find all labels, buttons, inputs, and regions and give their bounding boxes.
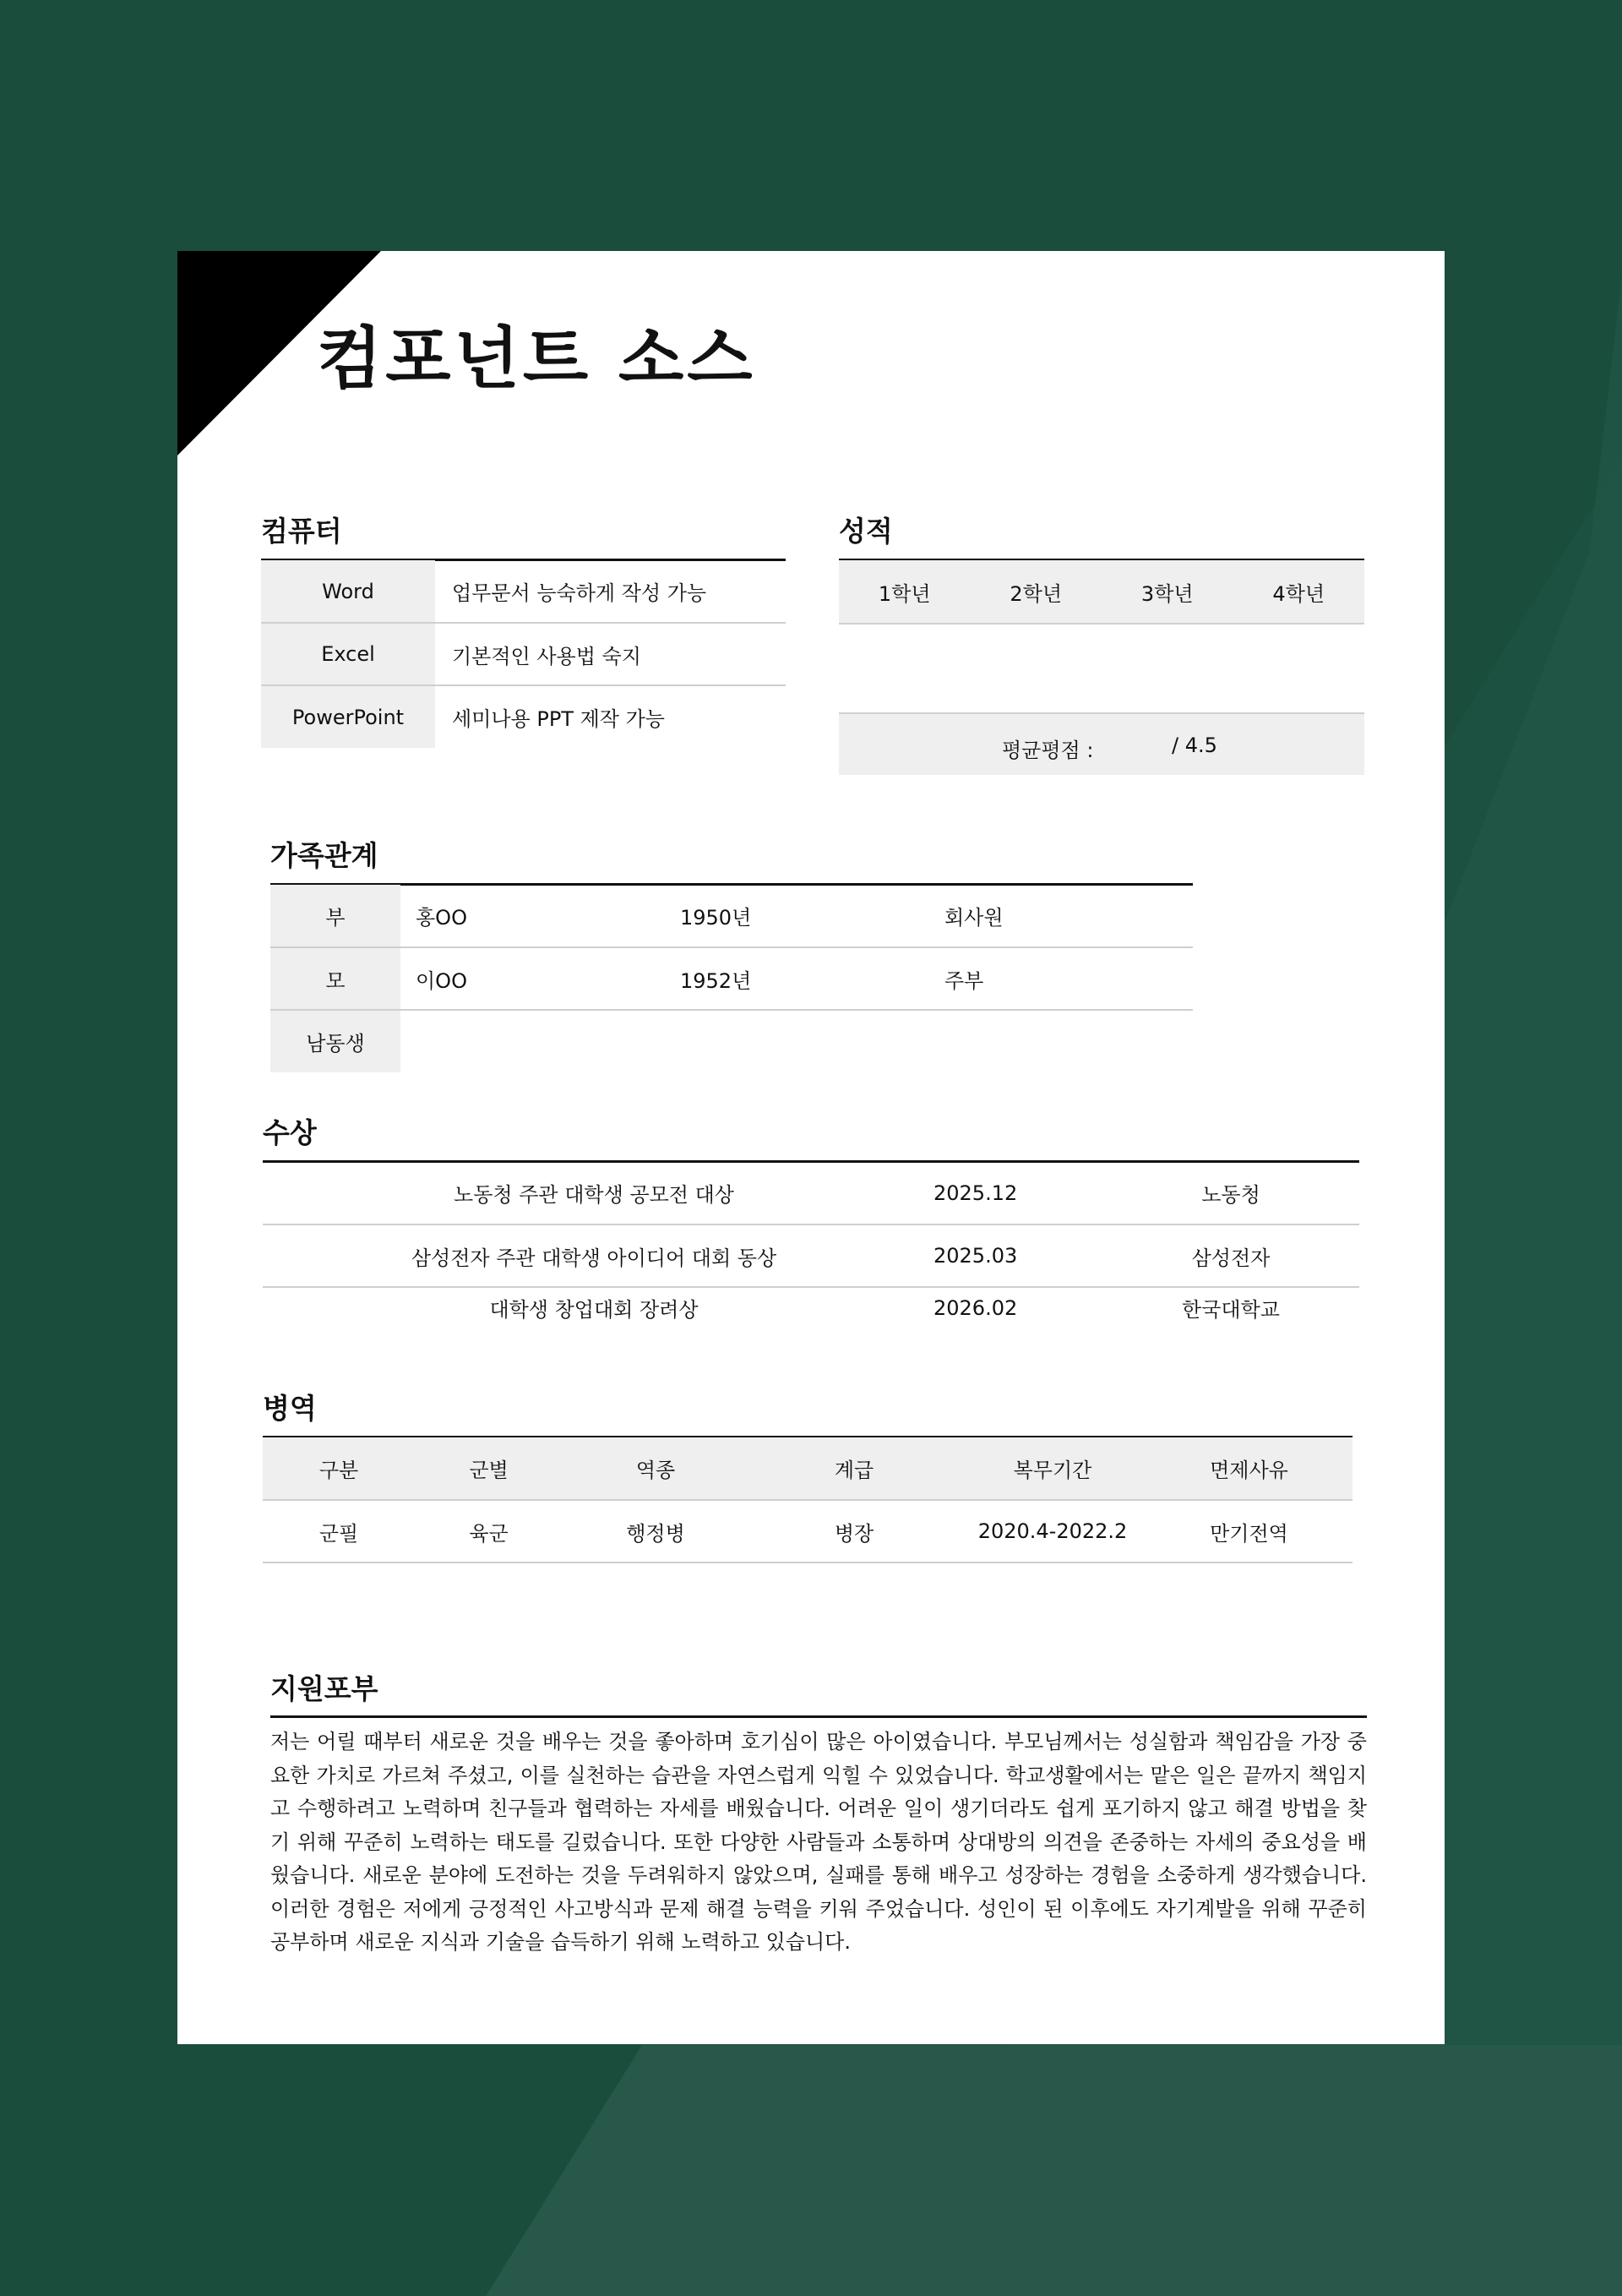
family-job <box>944 1010 1193 1072</box>
military-heading: 병역 <box>263 1392 317 1425</box>
table-row <box>263 1287 1359 1328</box>
table-row <box>270 947 1193 1010</box>
awards-table <box>263 1162 1359 1328</box>
table-row <box>261 560 786 623</box>
grade-average-row <box>839 714 1364 775</box>
family-birth-year: 1952년 <box>680 947 944 1010</box>
award-date: 2025.12 <box>925 1162 1102 1224</box>
grades-table <box>839 560 1364 624</box>
grade-year: 2학년 <box>971 560 1102 624</box>
family-table <box>270 885 1193 1072</box>
award-date: 2026.02 <box>933 1295 1018 1320</box>
essay-text: 저는 어릴 때부터 새로운 것을 배우는 것을 좋아하며 호기심이 많은 아이였습니다. 부모님께서는 성실함과 책임감을 가장 중요한 가치로 가르쳐 주셨고, 이를 실천하는 습관을 자연스럽게 익힐 수 있었습니다. 학교생활에서는 맡은 일은 끝까지 책임지고 수행하려고 노력하며 친구들과 협력하는 자세를 배웠습니다. 어려운 일이 생기더라도 쉽게 포기하지 않고 해결 방법을 찾기 위해 꾸준히 노력하는 태도를 길렀습니다. 또한 다양한 사람들과 소통하며 상대방의 의견을 존중하는 자세의 중요성을 배웠습니다. 새로운 분야에 도전하는 것을 두려워하지 않았으며, 실패를 통해 배우고 성장하는 경험을 소중하게 생각했습니다. 이러한 경험은 저에게 긍정적인 사고방식과 문제 해결 능력을 키워 주었습니다. 성인이 된 이후에도 자기계발을 위해 꾸준히 공부하며 새로운 지식과 기술을 습득하기 위해 노력하고 있습니다. <box>270 1730 1367 1954</box>
family-relation: 부 <box>270 885 400 947</box>
table-row <box>839 560 1364 624</box>
grade-values-area <box>839 624 1364 714</box>
skill-name: PowerPoint <box>261 685 435 748</box>
skill-desc: 세미나용 PPT 제작 가능 <box>452 707 665 731</box>
family-heading: 가족관계 <box>270 839 378 872</box>
column-header: 군별 <box>415 1437 563 1500</box>
table-header-row <box>263 1437 1353 1500</box>
grades-heading: 성적 <box>839 515 893 548</box>
award-organizer: 삼성전자 <box>1102 1224 1359 1287</box>
grade-average-value: / 4.5 <box>1172 734 1217 757</box>
skill-desc: 기본적인 사용법 숙지 <box>435 623 786 685</box>
grade-year: 4학년 <box>1233 560 1365 624</box>
award-name: 삼성전자 주관 대학생 아이디어 대회 동상 <box>263 1224 925 1287</box>
grade-year: 1학년 <box>839 560 971 624</box>
table-row <box>270 1010 1193 1072</box>
essay-heading: 지원포부 <box>270 1672 378 1705</box>
family-job: 주부 <box>944 947 1193 1010</box>
family-birth-year: 1950년 <box>680 885 944 947</box>
family-name <box>400 1010 680 1072</box>
family-name: 홍OO <box>400 885 680 947</box>
table-row <box>263 1224 1359 1287</box>
table-row <box>261 623 786 685</box>
table-row <box>263 1162 1359 1224</box>
skill-name: Excel <box>261 623 435 685</box>
resume-page <box>177 251 1445 2044</box>
grade-year: 3학년 <box>1102 560 1233 624</box>
column-header: 면제사유 <box>1146 1437 1353 1500</box>
family-name: 이OO <box>400 947 680 1010</box>
family-job: 회사원 <box>944 885 1193 947</box>
award-name: 노동청 주관 대학생 공모전 대상 <box>263 1162 925 1224</box>
skill-name: Word <box>261 560 435 623</box>
column-header: 계급 <box>748 1437 960 1500</box>
table-cell: 육군 <box>415 1500 563 1562</box>
award-organizer: 한국대학교 <box>1182 1298 1280 1322</box>
computer-heading: 컴퓨터 <box>261 515 342 548</box>
award-name: 대학생 창업대회 장려상 <box>489 1298 699 1322</box>
column-header: 복무기간 <box>960 1437 1146 1500</box>
table-cell: 만기전역 <box>1146 1500 1353 1562</box>
table-cell: 군필 <box>263 1500 415 1562</box>
table-row <box>263 1500 1353 1562</box>
award-date: 2025.03 <box>925 1224 1102 1287</box>
family-relation: 모 <box>270 947 400 1010</box>
table-cell: 병장 <box>748 1500 960 1562</box>
computer-table <box>261 560 786 748</box>
table-row <box>270 885 1193 947</box>
table-row <box>261 685 786 748</box>
family-birth-year <box>680 1010 944 1072</box>
column-header: 구분 <box>263 1437 415 1500</box>
column-header: 역종 <box>563 1437 748 1500</box>
table-cell: 행정병 <box>563 1500 748 1562</box>
grade-average-label: 평균평점 : <box>1002 739 1094 762</box>
skill-desc: 업무문서 능숙하게 작성 가능 <box>435 560 786 623</box>
awards-heading: 수상 <box>263 1116 317 1149</box>
family-relation: 남동생 <box>270 1010 400 1072</box>
table-cell: 2020.4-2022.2 <box>960 1500 1146 1562</box>
award-organizer: 노동청 <box>1102 1162 1359 1224</box>
military-table <box>263 1437 1353 1563</box>
page-title: 컴포넌트 소스 <box>317 319 756 398</box>
divider <box>270 1715 1367 1718</box>
